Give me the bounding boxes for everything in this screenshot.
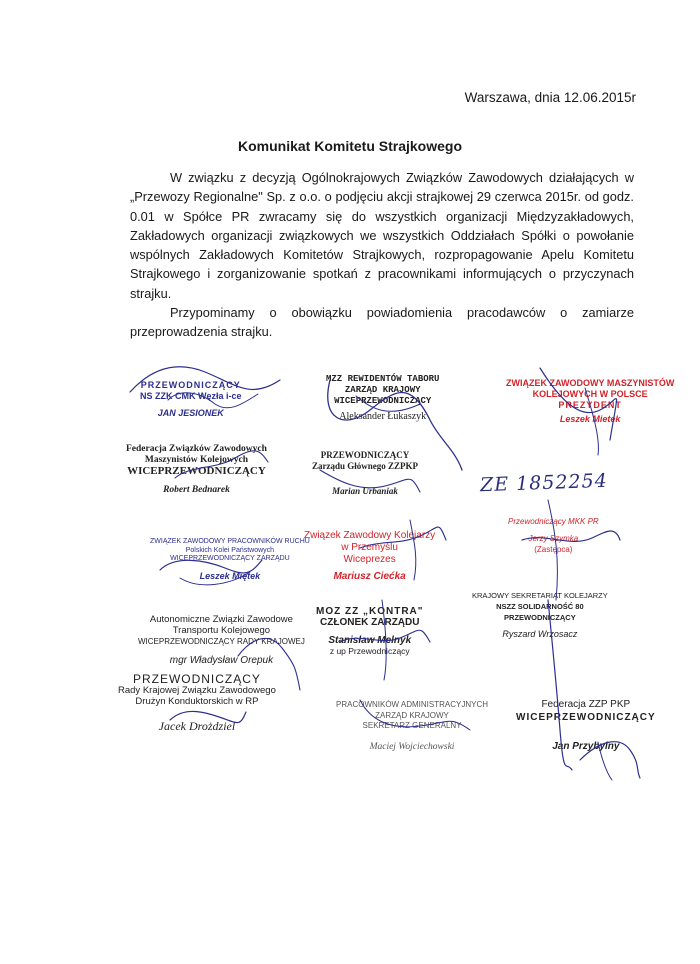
stamp-line: Jacek Drożdziel [158,719,236,733]
stamp-line: z up Przewodniczący [329,646,410,656]
stamp-azztk [138,614,305,666]
stamp-line: NS ZZK CMK Węzła i-ce [140,391,242,401]
stamp-line: Stanisław Melnyk [328,635,412,646]
stamp-line: Ryszard Wrzosacz [502,629,578,639]
stamp-line: KOLEJOWYCH W POLSCE [532,389,648,399]
stamp-line: Związek Zawodowy Kolejarzy [304,530,436,541]
stamp-line: Zarządu Głównego ZZPKP [312,461,419,471]
stamp-line: Jerzy Szymka [528,534,579,543]
stamp-line: WICEPRZEWODNICZĄCY [334,396,432,406]
stamp-zzk-przemysl [304,530,435,583]
stamp-line: Marian Urbaniak [332,486,398,496]
stamp-line: Federacja ZZP PKP [541,699,631,710]
stamp-line: KRAJOWY SEKRETARIAT KOLEJARZY [472,591,608,600]
stamp-zzdk [118,674,276,732]
stamp-line: NSZZ SOLIDARNOŚĆ 80 [496,602,584,611]
stamp-line: Polskich Kolei Państwowych [185,546,275,554]
stamp-line: WICEPRZEWODNICZĄCY [127,465,266,477]
handwritten-note: ZE 1852254 [479,469,609,497]
stamp-line: Federacja Związków Zawodowych [126,444,267,454]
stamp-zzprp [150,538,310,580]
stamp-line: Transportu Kolejowego [172,625,271,636]
stamp-line: w Przemyślu [341,542,398,553]
stamp-mkk-pr [508,516,599,555]
stamp-line: ZARZĄD KRAJOWY [375,710,449,720]
stamp-line: PRZEWODNICZĄCY [504,613,576,622]
stamp-line: (Zastępca) [534,545,573,554]
paragraph: Przypominamy o obowiązku powiadomienia pracodawców o zamiarze przeprowadzenia strajku. [130,305,634,340]
stamp-line: WICEPRZEWODNICZĄCY [516,712,656,723]
stamp-ns-zzk-cmk [140,380,242,419]
stamp-line: Drużyn Konduktorskich w RP [135,696,259,707]
stamp-line: ZWIĄZEK ZAWODOWY MASZYNISTÓW [506,378,675,388]
stamp-line: WICEPRZEWODNICZĄCY RADY KRAJOWEJ [138,637,305,646]
stamp-line: WICEPRZEWODNICZĄCY ZARZĄDU [170,555,290,562]
document-body [130,168,634,342]
stamp-line: MZZ REWIDENTÓW TABORU [326,374,440,384]
stamp-line: Maszynistów Kolejowych [144,455,249,465]
document-title: Komunikat Komitetu Strajkowego [237,138,463,154]
stamp-line: PRZEWODNICZĄCY [320,450,410,460]
stamp-fzzmk [126,444,267,496]
stamp-line: mgr Władysław Orepuk [169,655,274,666]
stamp-line: CZŁONEK ZARZĄDU [320,617,420,628]
stamp-line: JAN JESIONEK [157,408,224,418]
stamp-zzpkp [312,450,418,497]
stamp-line: MOZ ZZ „KONTRA" [316,606,424,617]
stamp-zzmkp [506,378,674,425]
stamp-kontra [316,606,424,657]
stamp-fzzp-pkp [516,698,656,753]
stamp-line: Jan Przybylny [552,741,620,752]
stamp-line: PRZEWODNICZĄCY [140,380,241,390]
stamp-line: SEKRETARZ GENERALNY [362,721,462,730]
stamp-line: Wiceprezes [343,554,396,565]
stamp-line: Rady Krajowej Związku Zawodowego [118,685,276,696]
stamp-line: Aleksander Łukaszyk [339,411,427,422]
stamp-line: Mariusz Ciećka [333,571,406,582]
stamp-line: PREZYDENT [558,400,622,410]
stamp-pracownikow-administracyjnych [336,700,488,752]
stamp-line: PRZEWODNICZĄCY [132,672,261,686]
stamp-line: Autonomiczne Związki Zawodowe [149,614,293,625]
date-line: Warszawa, dnia 12.06.2015r [464,90,636,105]
stamp-line: ZARZĄD KRAJOWY [344,385,421,395]
stamp-solidarnosc-80 [472,590,608,640]
paragraph: W związku z decyzją Ogólnokrajowych Związków Zawodowych działających w „Przewozy Regionalne" Sp. z o.o. o podjęciu akcji strajkowej 29 czerwca 2015r. od godz. 0.01 w Spółce PR zwracamy się do wszystkich organizacji Międzyzakładowych, Zakładowych organizacji związkowych we wszystkich Oddziałach Spółki o powołanie wspólnych Zakładowych Komitetów Strajkowych, rozpropagowanie Apelu Komitetu Strajkowego i zorganizowanie spotkań z pracownikami informujących o przyczynach strajku. [130,170,634,301]
stamp-line: Przewodniczący MKK PR [508,517,599,526]
stamp-line: Robert Bednarek [163,485,230,495]
stamp-line: Leszek Mietek [559,414,621,424]
stamp-line: Leszek Miętek [199,570,261,581]
stamp-mzz-rewidentow [326,374,439,422]
stamp-line: ZWIĄZEK ZAWODOWY PRACOWNIKÓW RUCHU [150,538,310,545]
stamp-line: PRACOWNIKÓW ADMINISTRACYJNYCH [336,700,489,709]
stamp-line: Maciej Wojciechowski [369,741,455,752]
